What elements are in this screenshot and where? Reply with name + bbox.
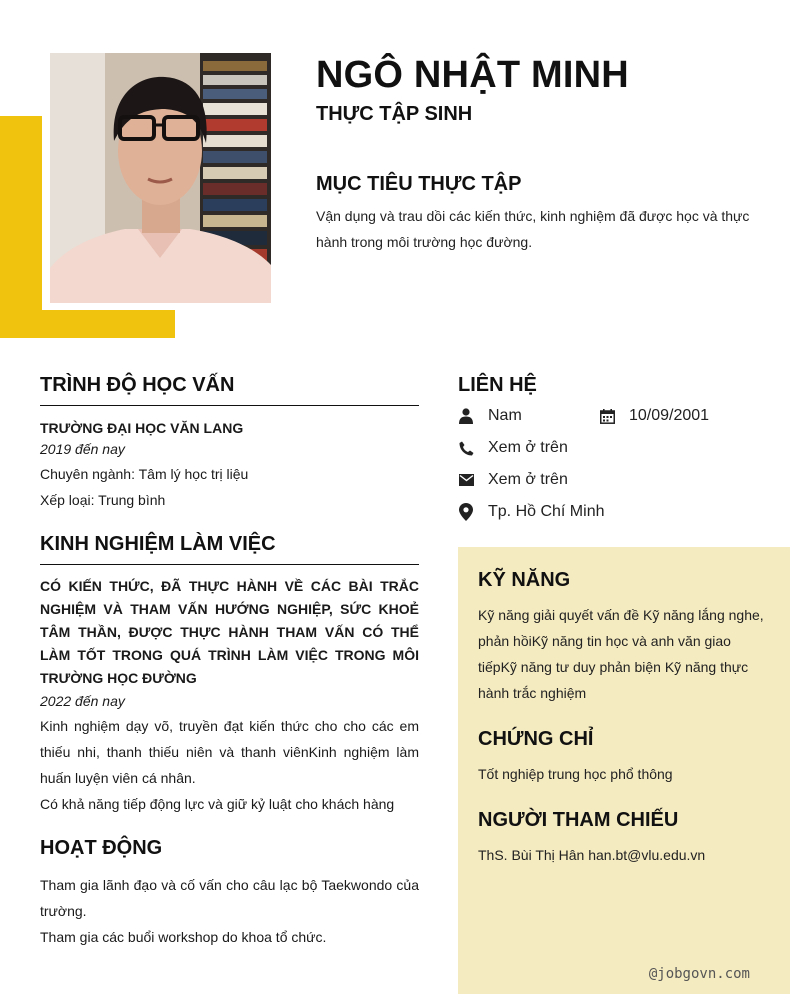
skills-text: Kỹ năng giải quyết vấn đề Kỹ năng lắng nghe, phản hồiKỹ năng tin học và anh văn giao tiếpKỹ năng tư duy phản biện Kỹ năng thực hành trắc nghiệm [478,607,764,701]
candidate-role: THỰC TẬP SINH [316,103,473,125]
contact-phone [458,437,568,459]
certificates-section [478,728,770,787]
address-value: Tp. Hồ Chí Minh [488,503,605,520]
birthday-value: 10/09/2001 [629,407,710,424]
skills-title: KỸ NĂNG [478,569,571,591]
references-text: ThS. Bùi Thị Hân han.bt@vlu.edu.vn [478,847,706,863]
phone-value: Xem ở trên [488,439,568,456]
watermark: @jobgovn.com [648,966,750,982]
gender-value: Nam [488,407,522,424]
certificates-title: CHỨNG CHỈ [478,728,594,750]
activities-title: HOẠT ĐỘNG [40,837,163,859]
candidate-name: NGÔ NHẬT MINH [316,54,629,96]
activity-item: Tham gia các buổi workshop do khoa tổ chức. [40,929,327,945]
experience-description-2: Có khả năng tiếp động lực và giữ kỷ luật cho khách hàng [40,796,395,812]
contact-address [458,501,604,523]
contact-title: LIÊN HỆ [458,374,537,396]
education-major: Chuyên ngành: Tâm lý học trị liệu [40,466,249,482]
contact-email [458,469,568,491]
references-section [478,809,770,868]
skills-section [478,569,770,706]
mail-icon [458,472,474,488]
left-column [40,374,419,950]
experience-description: Kinh nghiệm dạy võ, truyền đạt kiến thức cho cho các em thiếu nhi, thanh thiếu niên và thanh viênKinh nghiệm làm huấn luyện viên cá nhân. [40,718,419,786]
activity-item: Tham gia lãnh đạo và cố vấn cho câu lạc bộ Taekwondo của trường. [40,877,419,919]
phone-icon [458,440,474,456]
email-value: Xem ở trên [488,471,568,488]
profile-photo [50,53,271,303]
side-panel [458,547,790,994]
calendar-icon [599,408,615,424]
education-period: 2019 đến nay [40,441,125,457]
education-title: TRÌNH ĐỘ HỌC VẤN [40,374,419,406]
education-rank: Xếp loại: Trung bình [40,492,166,508]
person-icon [458,408,474,424]
objective-text: Vận dụng và trau dồi các kiến thức, kinh nghiệm đã được học và thực hành trong môi trường học đường. [316,208,750,250]
experience-heading: CÓ KIẾN THỨC, ĐÃ THỰC HÀNH VỀ CÁC BÀI TRẮC NGHIỆM VÀ THAM VẤN HƯỚNG NGHIỆP, SỨC KHOẺ TÂM THẦN, ĐƯỢC THỰC HÀNH THAM VẤN CÓ THỂ LÀM TỐT TRONG QUÁ TRÌNH LÀM VIỆC TRONG MÔI TRƯỜNG HỌC ĐƯỜNG [40,578,419,686]
contact-birthday [599,405,709,427]
references-title: NGƯỜI THAM CHIẾU [478,809,679,831]
experience-period: 2022 đến nay [40,693,125,709]
location-icon [458,504,474,520]
contact-gender [458,405,522,427]
experience-title: KINH NGHIỆM LÀM VIỆC [40,533,419,565]
objective-title: MỤC TIÊU THỰC TẬP [316,173,522,195]
certificates-text: Tốt nghiệp trung học phổ thông [478,766,673,782]
education-school: TRƯỜNG ĐẠI HỌC VĂN LANG [40,420,244,436]
